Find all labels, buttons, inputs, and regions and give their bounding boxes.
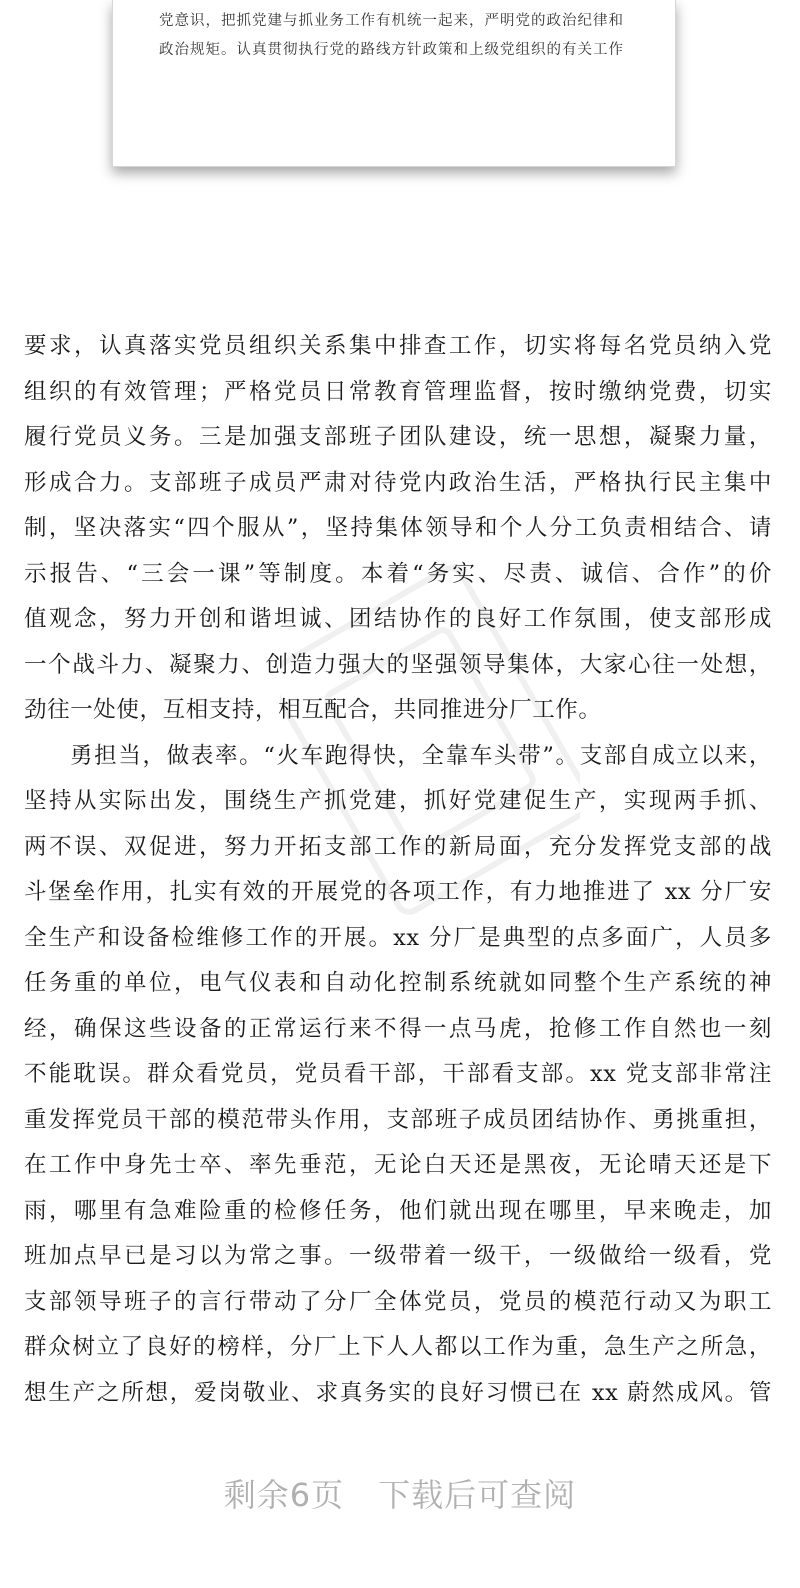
text-line: 形成合力。支部班子成员严肃对待党内政治生活，严格执行民主集中 xyxy=(24,469,772,496)
card-text-line: 党意识，把抓党建与抓业务工作有机统一起来，严明党的政治纪律和 xyxy=(159,13,624,29)
text-line: 支部领导班子的言行带动了分厂全体党员，党员的模范行动又为职工 xyxy=(24,1288,772,1315)
text-line: 群众树立了良好的榜样，分厂上下人人都以工作为重，急生产之所急， xyxy=(24,1334,772,1360)
preview-page-card xyxy=(112,0,676,167)
text-line: 履行党员义务。三是加强支部班子团队建设，统一思想，凝聚力量， xyxy=(24,424,772,450)
text-line: 经，确保这些设备的正常运行来不得一点马虎，抢修工作自然也一刻 xyxy=(24,1015,772,1042)
download-hint-label: 下载后可查阅 xyxy=(378,1476,577,1514)
text-line: 不能耽误。群众看党员，党员看干部，干部看支部。xx 党支部非常注 xyxy=(24,1061,772,1087)
paragraph-start-line: 勇担当，做表率。“火车跑得快，全靠车头带”。支部自成立以来， xyxy=(70,742,772,769)
text-line: 示报告、“三会一课”等制度。本着“务实、尽责、诚信、合作”的价 xyxy=(24,560,772,587)
remaining-pages-label: 剩余6页 xyxy=(223,1476,345,1514)
text-line: 两不误、双促进，努力开拓支部工作的新局面，充分发挥党支部的战 xyxy=(24,833,772,860)
text-line: 全生产和设备检维修工作的开展。xx 分厂是典型的点多面广，人员多 xyxy=(24,924,772,951)
text-line: 制，坚决落实“四个服从”，坚持集体领导和个人分工负责相结合、请 xyxy=(24,515,772,541)
text-line: 想生产之所想，爱岗敬业、求真务实的良好习惯已在 xx 蔚然成风。管 xyxy=(24,1379,772,1406)
text-line: 雨，哪里有急难险重的检修任务，他们就出现在哪里，早来晚走，加 xyxy=(24,1197,772,1224)
text-line: 在工作中身先士卒、率先垂范，无论白天还是黑夜，无论晴天还是下 xyxy=(24,1152,772,1178)
text-line: 要求，认真落实党员组织关系集中排查工作，切实将每名党员纳入党 xyxy=(24,333,772,359)
text-line: 任务重的单位，电气仪表和自动化控制系统就如同整个生产系统的神 xyxy=(24,970,772,996)
text-line: 班加点早已是习以为常之事。一级带着一级干，一级做给一级看，党 xyxy=(24,1243,772,1269)
text-line: 劲往一处使，互相支持，相互配合，共同推进分厂工作。 xyxy=(24,697,602,723)
document-body xyxy=(24,324,772,1416)
text-line: 一个战斗力、凝聚力、创造力强大的坚强领导集体，大家心往一处想， xyxy=(24,651,772,678)
text-line: 斗堡垒作用，扎实有效的开展党的各项工作，有力地推进了 xx 分厂安 xyxy=(24,879,772,905)
text-line: 组织的有效管理；严格党员日常教育管理监督，按时缴纳党费，切实 xyxy=(24,378,772,405)
text-line: 坚持从实际出发，围绕生产抓党建，抓好党建促生产，实现两手抓、 xyxy=(24,788,772,814)
download-prompt[interactable] xyxy=(0,1470,800,1516)
text-line: 值观念，努力开创和谐坦诚、团结协作的良好工作氛围，使支部形成 xyxy=(24,606,772,632)
card-text-line: 政治规矩。认真贯彻执行党的路线方针政策和上级党组织的有关工作 xyxy=(159,42,624,58)
text-line: 重发挥党员干部的模范带头作用，支部班子成员团结协作、勇挑重担， xyxy=(24,1106,772,1133)
